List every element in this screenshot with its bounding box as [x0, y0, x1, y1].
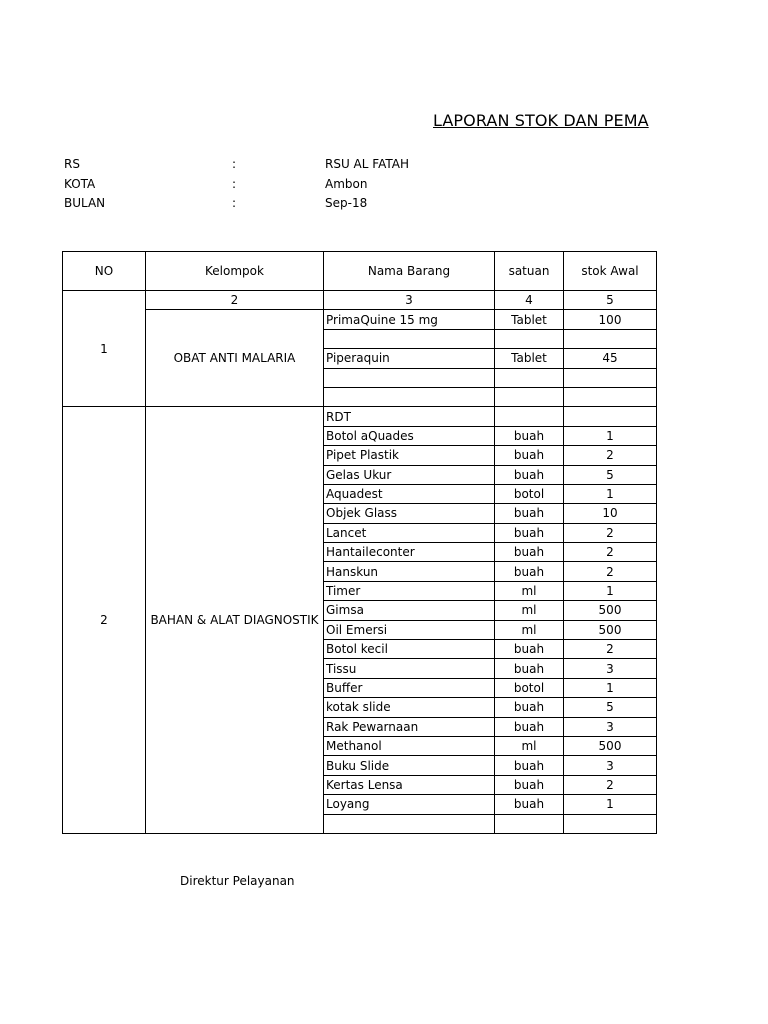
report-title: LAPORAN STOK DAN PEMA: [433, 111, 649, 130]
item-stok-awal: 1: [564, 426, 657, 445]
group-kelompok: OBAT ANTI MALARIA: [146, 310, 324, 407]
item-nama-barang: Buku Slide: [324, 756, 495, 775]
item-nama-barang: Loyang: [324, 795, 495, 814]
item-stok-awal: 500: [564, 620, 657, 639]
item-stok-awal: [564, 407, 657, 426]
item-nama-barang: Objek Glass: [324, 504, 495, 523]
item-stok-awal: 1: [564, 581, 657, 600]
item-satuan: Tablet: [495, 349, 564, 368]
item-satuan: buah: [495, 446, 564, 465]
group-no: 2: [63, 407, 146, 834]
item-nama-barang: Gimsa: [324, 601, 495, 620]
item-stok-awal: 2: [564, 523, 657, 542]
item-satuan: buah: [495, 426, 564, 445]
header-kelompok: Kelompok: [146, 252, 324, 291]
item-satuan: ml: [495, 581, 564, 600]
header-stok-awal: stok Awal: [564, 252, 657, 291]
item-satuan: buah: [495, 717, 564, 736]
item-nama-barang: [324, 329, 495, 348]
header-nama-barang: Nama Barang: [324, 252, 495, 291]
item-stok-awal: 2: [564, 640, 657, 659]
item-stok-awal: 3: [564, 659, 657, 678]
item-stok-awal: 5: [564, 465, 657, 484]
item-stok-awal: 3: [564, 756, 657, 775]
column-number: 2: [146, 291, 324, 310]
item-satuan: [495, 329, 564, 348]
signature-label: Direktur Pelayanan: [180, 874, 295, 888]
item-stok-awal: [564, 387, 657, 406]
item-nama-barang: Piperaquin: [324, 349, 495, 368]
item-nama-barang: Botol kecil: [324, 640, 495, 659]
item-satuan: buah: [495, 640, 564, 659]
meta-value-bulan: Sep-18: [325, 196, 368, 210]
stock-table: [62, 251, 657, 834]
item-nama-barang: Timer: [324, 581, 495, 600]
group-kelompok: BAHAN & ALAT DIAGNOSTIK: [146, 407, 324, 834]
header-no: NO: [63, 252, 146, 291]
item-nama-barang: Gelas Ukur: [324, 465, 495, 484]
table-row: [63, 310, 657, 329]
meta-separator: :: [232, 196, 237, 210]
item-stok-awal: 2: [564, 775, 657, 794]
item-nama-barang: Kertas Lensa: [324, 775, 495, 794]
column-number-row: [63, 291, 657, 310]
item-satuan: ml: [495, 736, 564, 755]
item-satuan: [495, 407, 564, 426]
item-stok-awal: 3: [564, 717, 657, 736]
item-nama-barang: Botol aQuades: [324, 426, 495, 445]
item-nama-barang: Rak Pewarnaan: [324, 717, 495, 736]
item-nama-barang: [324, 814, 495, 833]
item-nama-barang: Tissu: [324, 659, 495, 678]
item-satuan: buah: [495, 523, 564, 542]
item-nama-barang: Hantaileconter: [324, 543, 495, 562]
item-nama-barang: Hanskun: [324, 562, 495, 581]
column-number: 5: [564, 291, 657, 310]
header-satuan: satuan: [495, 252, 564, 291]
item-stok-awal: [564, 368, 657, 387]
item-satuan: buah: [495, 504, 564, 523]
item-stok-awal: 500: [564, 736, 657, 755]
item-nama-barang: Aquadest: [324, 484, 495, 503]
table-header-row: [63, 252, 657, 291]
meta-separator: :: [232, 157, 237, 171]
table-row: [63, 407, 657, 426]
item-stok-awal: 1: [564, 678, 657, 697]
item-nama-barang: Pipet Plastik: [324, 446, 495, 465]
item-stok-awal: 2: [564, 446, 657, 465]
item-stok-awal: 1: [564, 484, 657, 503]
item-nama-barang: Lancet: [324, 523, 495, 542]
item-nama-barang: [324, 368, 495, 387]
item-satuan: [495, 387, 564, 406]
item-satuan: ml: [495, 620, 564, 639]
column-number: 4: [495, 291, 564, 310]
item-stok-awal: 1: [564, 795, 657, 814]
item-nama-barang: Oil Emersi: [324, 620, 495, 639]
item-satuan: buah: [495, 543, 564, 562]
item-stok-awal: [564, 814, 657, 833]
item-satuan: buah: [495, 756, 564, 775]
item-nama-barang: PrimaQuine 15 mg: [324, 310, 495, 329]
item-satuan: buah: [495, 659, 564, 678]
item-stok-awal: 100: [564, 310, 657, 329]
item-nama-barang: kotak slide: [324, 698, 495, 717]
item-satuan: Tablet: [495, 310, 564, 329]
item-stok-awal: 5: [564, 698, 657, 717]
group-no: 1: [63, 291, 146, 407]
item-satuan: buah: [495, 795, 564, 814]
title-area: [62, 111, 656, 137]
meta-label-rs: RS: [64, 157, 80, 171]
item-stok-awal: 2: [564, 562, 657, 581]
item-satuan: ml: [495, 601, 564, 620]
meta-label-kota: KOTA: [64, 177, 96, 191]
meta-value-kota: Ambon: [325, 177, 368, 191]
item-stok-awal: 2: [564, 543, 657, 562]
item-stok-awal: 500: [564, 601, 657, 620]
item-satuan: [495, 814, 564, 833]
item-satuan: buah: [495, 775, 564, 794]
item-nama-barang: Buffer: [324, 678, 495, 697]
meta-separator: :: [232, 177, 237, 191]
item-satuan: buah: [495, 465, 564, 484]
item-satuan: [495, 368, 564, 387]
item-stok-awal: 10: [564, 504, 657, 523]
item-satuan: buah: [495, 698, 564, 717]
column-number: 3: [324, 291, 495, 310]
item-stok-awal: 45: [564, 349, 657, 368]
item-satuan: botol: [495, 678, 564, 697]
meta-label-bulan: BULAN: [64, 196, 106, 210]
item-satuan: buah: [495, 562, 564, 581]
item-nama-barang: Methanol: [324, 736, 495, 755]
item-nama-barang: RDT: [324, 407, 495, 426]
meta-value-rs: RSU AL FATAH: [325, 157, 409, 171]
item-satuan: botol: [495, 484, 564, 503]
item-stok-awal: [564, 329, 657, 348]
item-nama-barang: [324, 387, 495, 406]
